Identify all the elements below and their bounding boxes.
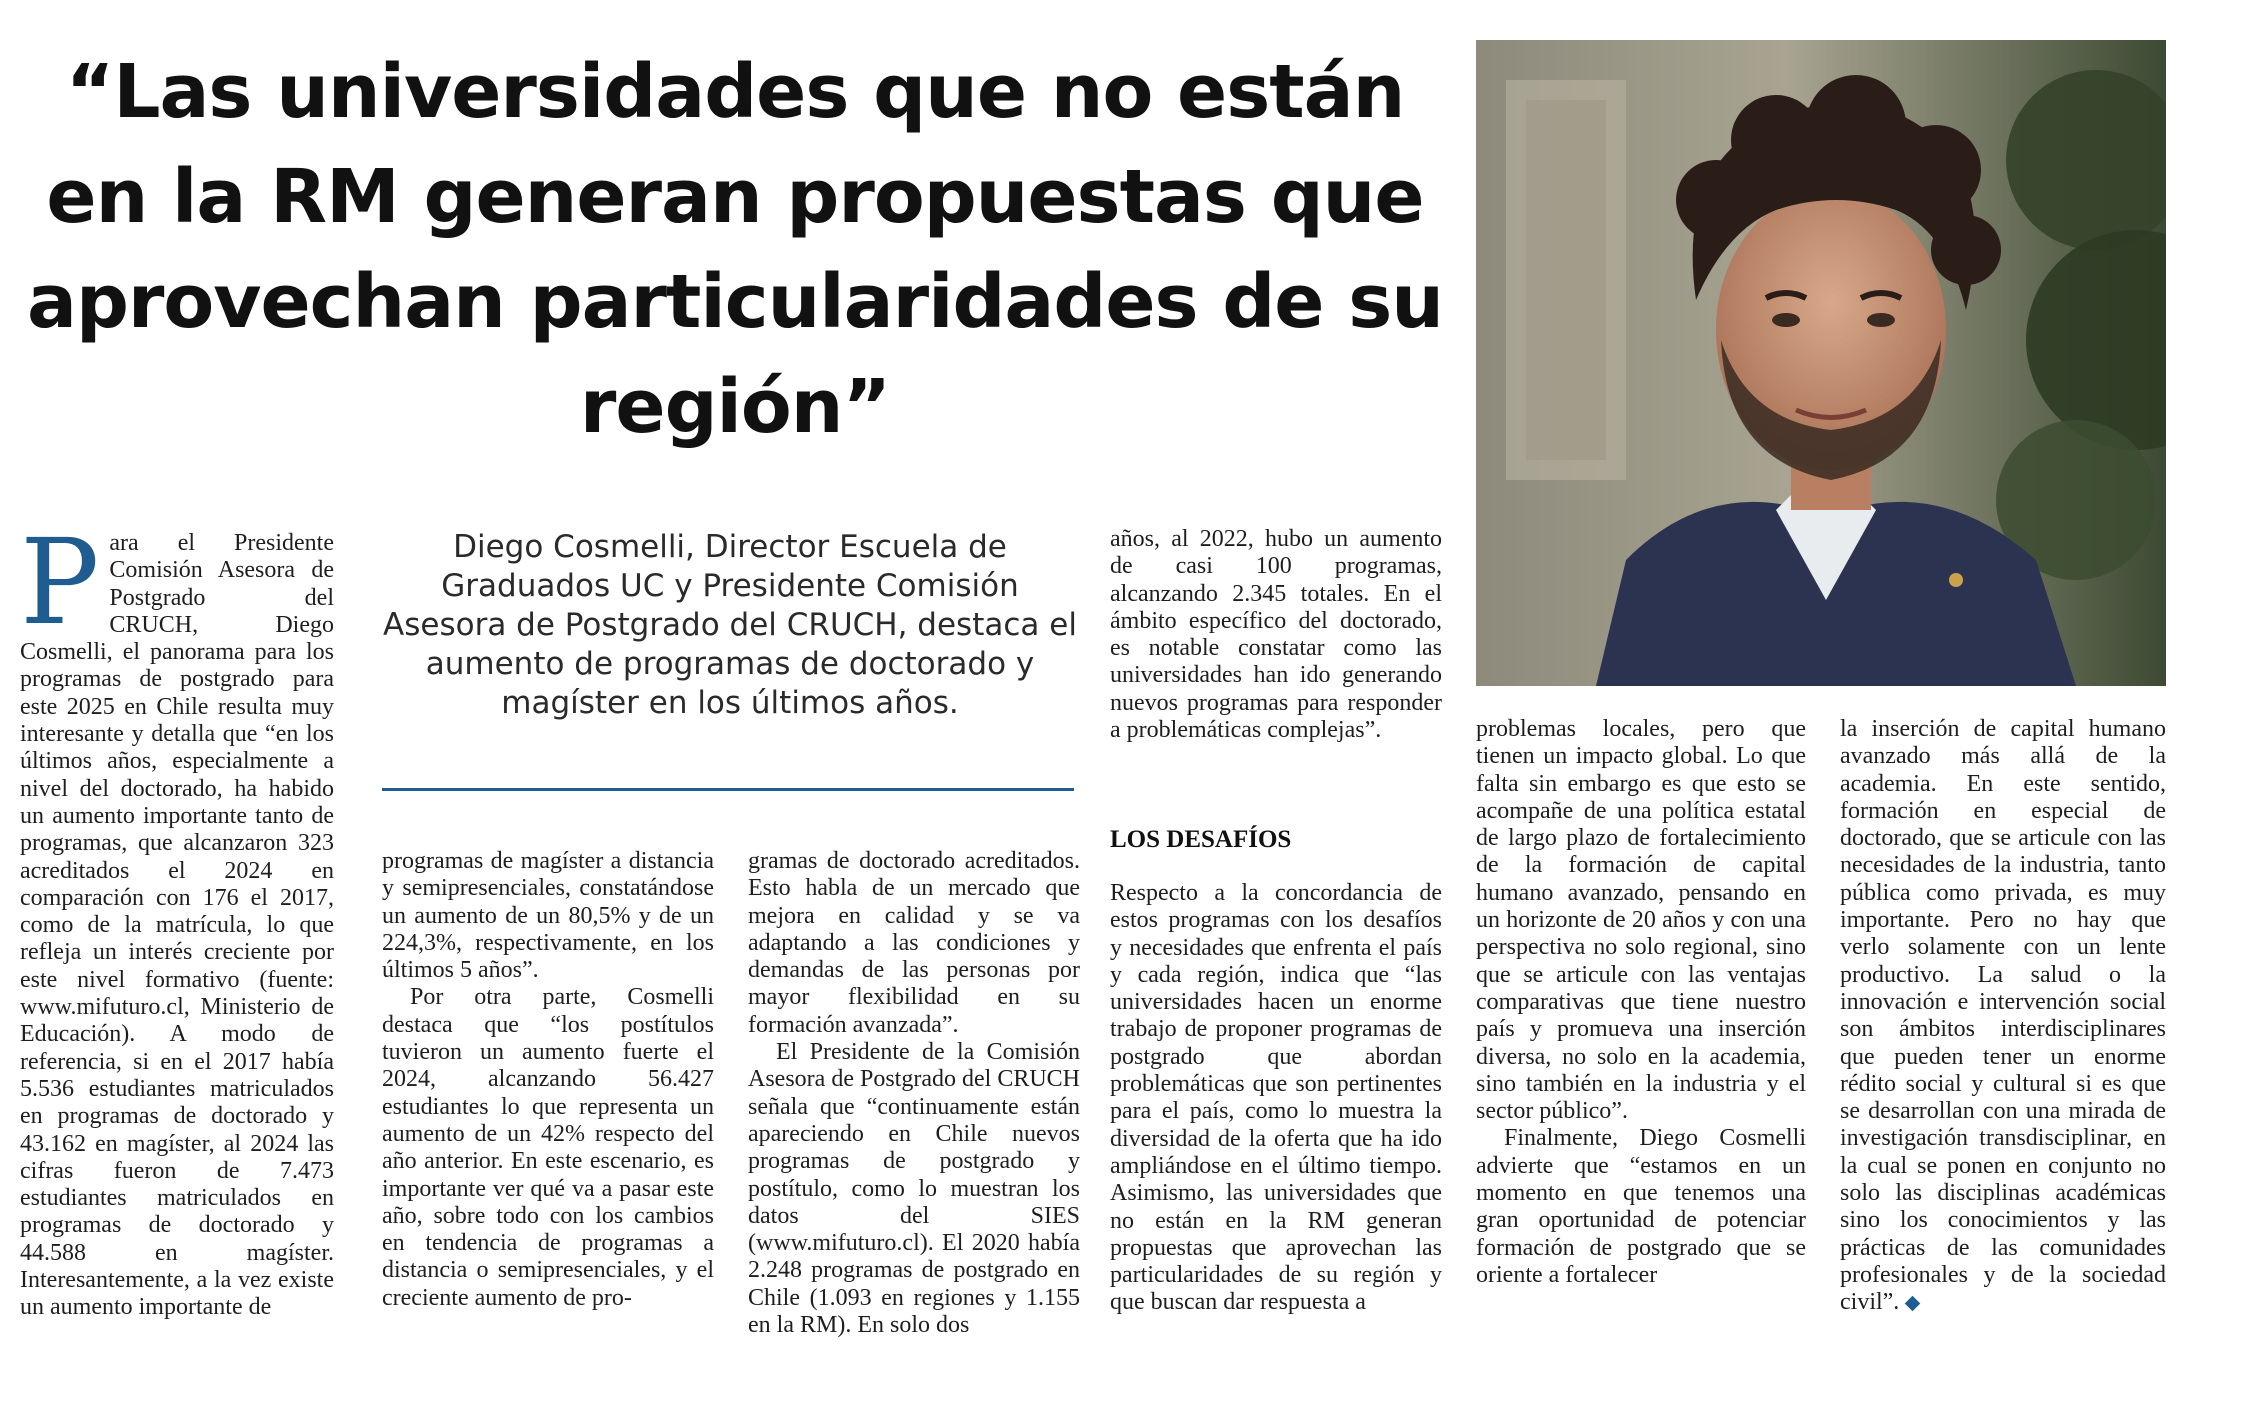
article-paragraph: gramas de doctorado acreditados. Esto habla de un mercado que mejora en calidad y se va adaptando a las condiciones y demandas de las personas por mayor flexibilidad en su formación avanzada”. (748, 848, 1080, 1038)
article-paragraph: Finalmente, Diego Cosmelli advierte que “estamos en un momento en que tenemos una gran oportunidad de potenciar formación de postgrado que se oriente a fortalecer (1476, 1125, 1806, 1288)
end-of-article-icon (1905, 1296, 1921, 1312)
article-paragraph: Para el Presidente Comisión Asesora de Postgrado del CRUCH, Diego Cosmelli, el panorama para los programas de postgrado para este 2025 en Chile resulta muy interesante y detalla que “en los últimos años, especialmente a nivel del doctorado, ha habido un aumento importante tanto de programas, que alcanzaron 323 acreditados el 2024 en comparación con 176 el 2017, como de la matrícula, lo que refleja un interés creciente por este nivel formativo (fuente: www.mifuturo.cl, Ministerio de Educación). A modo de referencia, si en el 2017 había 5.536 estudiantes matriculados en programas de doctorado y 43.162 en magíster, al 2024 las cifras fueron de 7.473 estudiantes matriculados en programas de doctorado y 44.588 en magíster. Interesantemente, a la vez existe un aumento importante de (20, 513, 334, 1321)
article-column-4-top (1110, 526, 1442, 744)
article-column-2 (382, 848, 714, 1312)
article-column-6 (1840, 716, 2166, 1317)
lead-divider (382, 788, 1074, 791)
article-column-4-bottom (1110, 880, 1442, 1317)
portrait-illustration (1476, 40, 2166, 686)
article-paragraph: Respecto a la concordancia de estos programas con los desafíos y necesidades que enfrenta el país y cada región, indica que “las universidades hacen un enorme trabajo de proponer programas de postgrado que abordan problemáticas que son pertinentes para el país, como lo muestra la diversidad de la oferta que ha ido ampliándose en el último tiempo. Asimismo, las universidades que no están en la RM generan propuestas que aprovechan las particularidades de su región y que buscan dar respuesta a (1110, 880, 1442, 1316)
portrait-photo (1476, 40, 2166, 686)
article-column-3 (748, 848, 1080, 1339)
article-column-1 (20, 513, 334, 1322)
article-paragraph: la inserción de capital humano avanzado más allá de la academia. En este sentido, formación en especial de doctorado, que se articule con las necesidades de la industria, tanto pública como privada, es muy importante. Pero no hay que verlo solamente con un lente productivo. La salud o la innovación e intervención social son ámbitos interdisciplinares que pueden tener un enorme rédito social y cultural si es que se desarrollan con una mirada de investigación transdisciplinar, en la cual se ponen en conjunto no solo las disciplinas académicas sino los conocimientos y las prácticas de las comunidades profesionales y de la sociedad civil”. (1840, 716, 2166, 1316)
lead-summary: Diego Cosmelli, Director Escuela de Graduados UC y Presidente Comisión Asesora de Postgrado del CRUCH, destaca el aumento de programas de doctorado y magíster en los últimos años. (383, 529, 1077, 721)
article-paragraph: problemas locales, pero que tienen un impacto global. Lo que falta sin embargo es que esto se acompañe de una política estatal de largo plazo de fortalecimiento de la formación de capital humano avanzado, pensando en un horizonte de 20 años y con una perspectiva no solo regional, sino que se articule con las ventajas comparativas que tiene nuestro país y promueva una inserción diversa, no solo en la academia, sino también en la industria y el sector público”. (1476, 716, 1806, 1125)
section-subhead: LOS DESAFÍOS (1110, 826, 1292, 853)
article-paragraph: años, al 2022, hubo un aumento de casi 100 programas, alcanzando 2.345 totales. En el ámbito específico del doctorado, es notable constatar como las universidades han ido generando nuevos programas para responder a problemáticas complejas”. (1110, 526, 1442, 744)
article-paragraph: El Presidente de la Comisión Asesora de Postgrado del CRUCH señala que “continuamente están apareciendo en Chile nuevos programas de postgrado y postítulo, como lo muestran los datos del SIES (www.mifuturo.cl). El 2020 había 2.248 programas de postgrado en Chile (1.093 en regiones y 1.155 en la RM). En solo dos (748, 1039, 1080, 1339)
drop-cap: P (20, 513, 100, 651)
article-paragraph: programas de magíster a distancia y semipresenciales, constatándose un aumento de un 80,5% y de un 224,3%, respectivamente, en los últimos 5 años”. (382, 848, 714, 984)
article-paragraph: Por otra parte, Cosmelli destaca que “los postítulos tuvieron un aumento fuerte el 2024, alcanzando 56.427 estudiantes lo que representa un aumento de un 42% respecto del año anterior. En este escenario, es importante ver qué va a pasar este año, sobre todo con los cambios en tendencia de programas a distancia o semipresenciales, y el creciente aumento de pro- (382, 984, 714, 1311)
headline: “Las universidades que no están en la RM generan propuestas que aprovechan particularidades de su región” (27, 49, 1443, 450)
article-column-5 (1476, 716, 1806, 1289)
